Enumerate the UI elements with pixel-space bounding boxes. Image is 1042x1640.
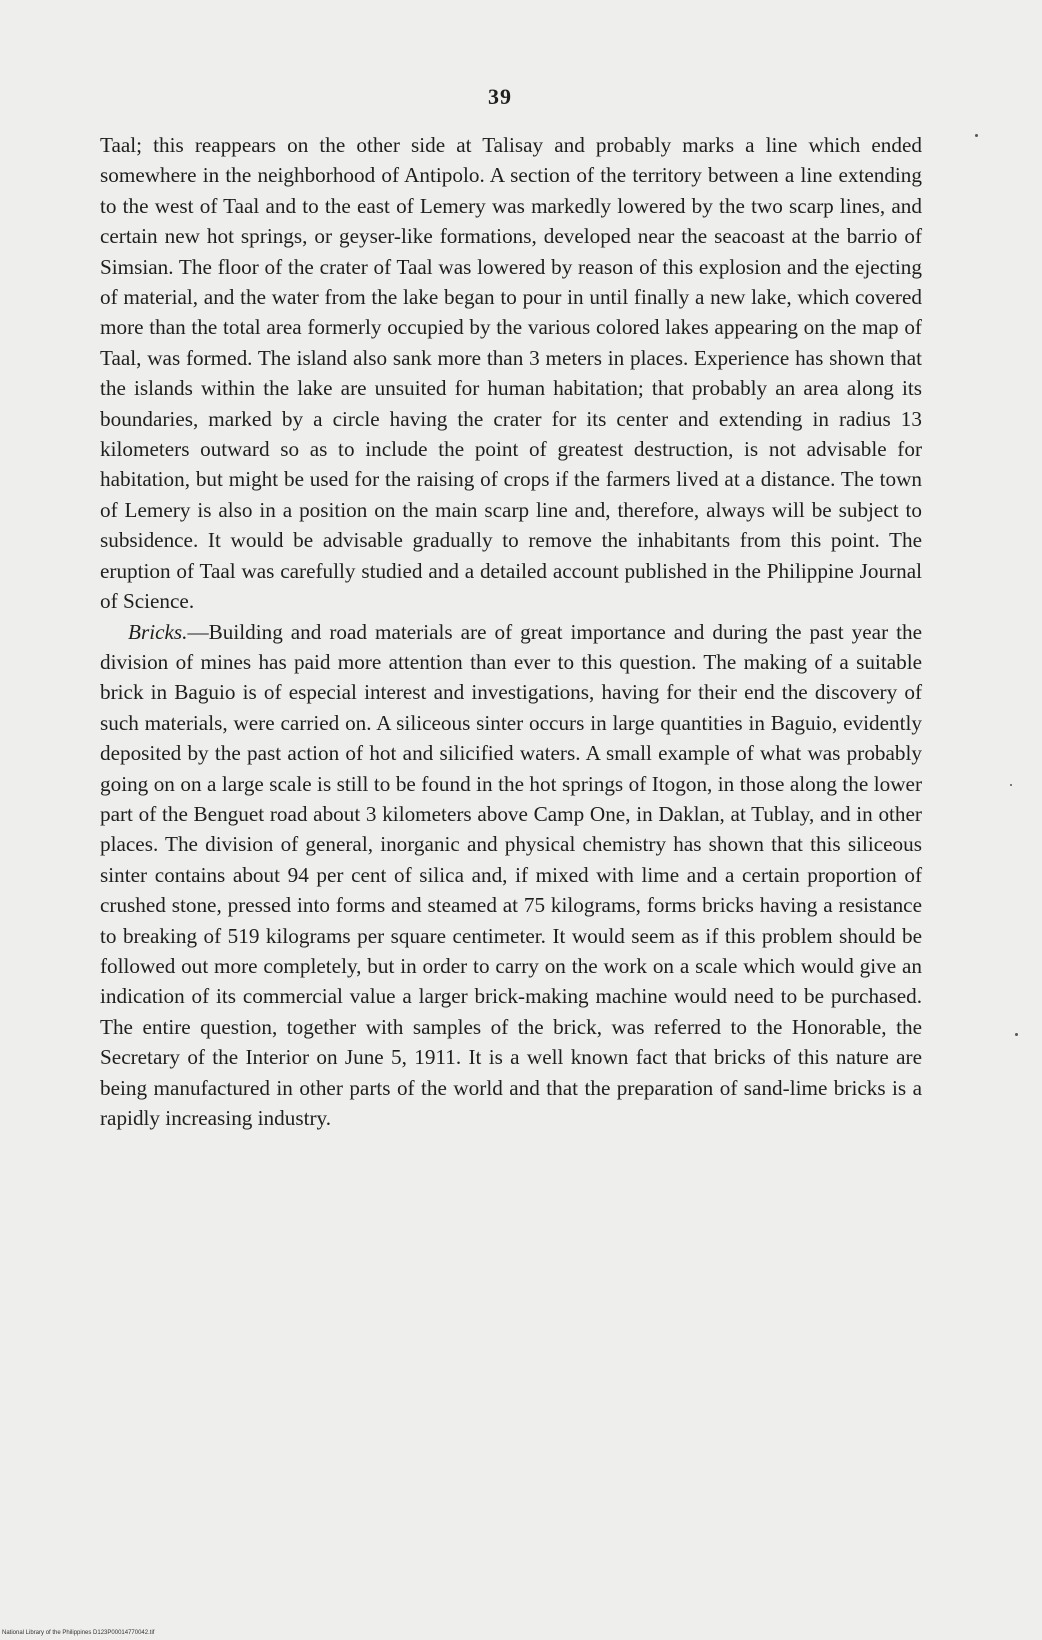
paragraph-taal-eruption: Taal; this reappears on the other side at Talisay and probably marks a line which ended somewhere in the neighborhood of Antipolo. A section of the territory between a line extending to the west of Taal and to the east of Lemery was markedly lowered by the two scarp lines, and certain new hot springs, or geyser-like formations, developed near the seacoast at the barrio of Simsian. The floor of the crater of Taal was lowered by reason of this explosion and the ejecting of material, and the water from the lake began to pour in until finally a new lake, which covered more than the total area formerly occupied by the various colored lakes appearing on the map of Taal, was formed. The island also sank more than 3 meters in places. Experience has shown that the islands within the lake are unsuited for human habitation; that probably an area along its boundaries, marked by a circle having the crater for its center and extending in radius 13 kilometers outward so as to include the point of greatest destruction, is not advisable for habitation, but might be used for the raising of crops if the farmers lived at a distance. The town of Lemery is also in a position on the main scarp line and, therefore, always will be subject to subsidence. It would be advisable gradually to remove the inhabitants from this point. The eruption of Taal was carefully studied and a detailed account published in the Philippine Journal of Science. [100, 133, 922, 614]
paragraph-bricks [100, 617, 922, 1134]
scan-credit: National Library of the Philippines D123P00014770042.tif [2, 1630, 155, 1636]
bricks-heading: Bricks. [128, 619, 188, 644]
scan-speck [1015, 1033, 1018, 1036]
body-text [100, 130, 922, 1133]
scan-speck [975, 134, 978, 137]
page-number: 39 [488, 84, 512, 109]
bricks-text: —Building and road materials are of great importance and during the past year the division of mines has paid more attention than ever to this question. The making of a suitable brick in Baguio is of especial interest and investigations, having for their end the discovery of such materials, were carried on. A siliceous sinter occurs in large quantities in Baguio, evidently deposited by the past action of hot and silicified waters. A small example of what was probably going on on a large scale is still to be found in the hot springs of Itogon, in those along the lower part of the Benguet road about 3 kilometers above Camp One, in Daklan, at Tublay, and in other places. The division of general, inorganic and physical chemistry has shown that this siliceous sinter contains about 94 per cent of silica and, if mixed with lime and a certain proportion of crushed stone, pressed into forms and steamed at 75 kilograms, forms bricks having a resistance to breaking of 519 kilograms per square centimeter. It would seem as if this problem should be followed out more completely, but in order to carry on the work on a scale which would give an indication of its commercial value a larger brick-making machine would need to be purchased. The entire question, together with samples of the brick, was referred to the Honorable, the Secretary of the Interior on June 5, 1911. It is a well known fact that bricks of this nature are being manufactured in other parts of the world and that the preparation of sand-lime bricks is a rapidly increasing industry. [100, 619, 922, 1130]
scan-speck [1010, 784, 1012, 786]
